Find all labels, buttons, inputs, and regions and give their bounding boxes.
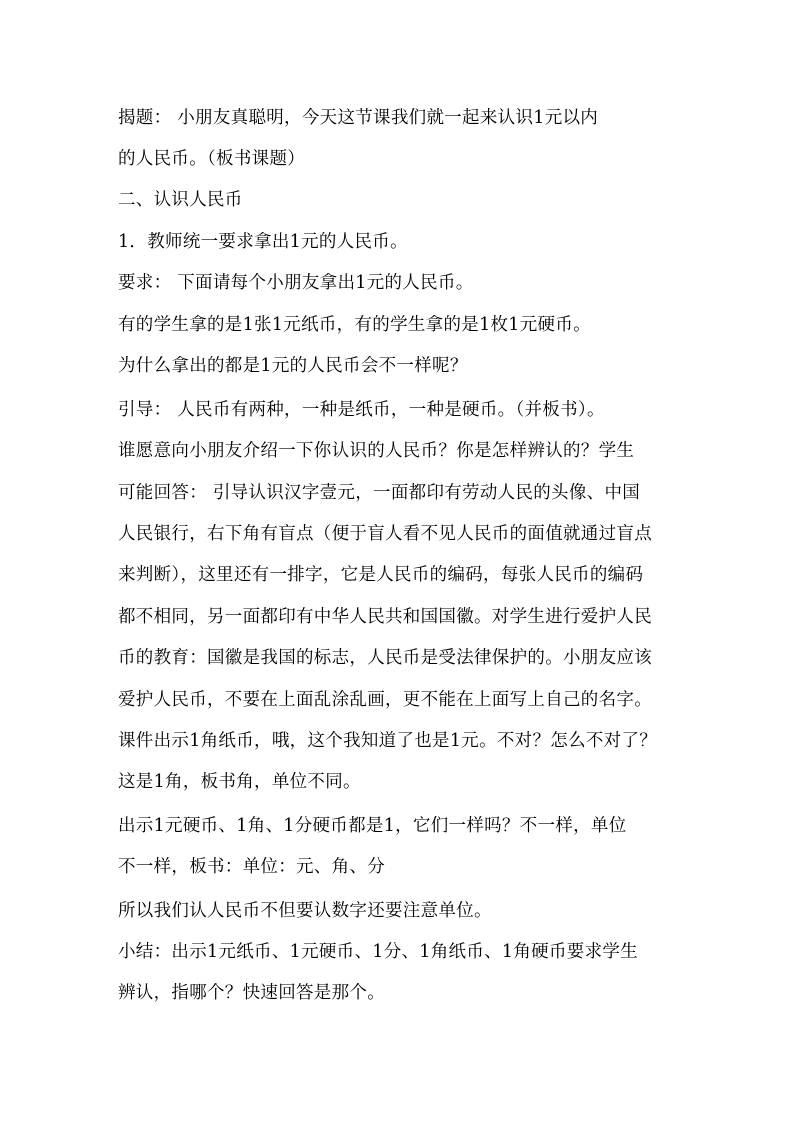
paragraph-line: 出示1元硬币、1角、1分硬币都是1，它们一样吗？不一样，单位 [118,816,627,836]
paragraph-line: 的人民币。（板书课题） [118,149,306,169]
paragraph-line: 不一样，板书：单位：元、角、分 [118,857,385,877]
paragraph-line: 辨认，指哪个？快速回答是那个。 [118,983,385,1003]
paragraph-line: 小结：出示1元纸币、1元硬币、1分、1角纸币、1角硬币要求学生 [118,942,638,962]
paragraph-line: 所以我们认人民币不但要认数字还要注意单位。 [118,901,492,921]
list-item: 1．教师统一要求拿出1元的人民币。 [118,232,408,252]
paragraph-line: 有的学生拿的是1张1元纸币，有的学生拿的是1枚1元硬币。 [118,315,591,335]
paragraph-line: 可能回答： 引导认识汉字壹元，一面都印有劳动人民的头像、中国 [118,483,641,503]
paragraph-line: 引导： 人民币有两种，一种是纸币，一种是硬币。（并板书）。 [118,400,605,420]
paragraph-line: 要求： 下面请每个小朋友拿出1元的人民币。 [118,273,474,293]
paragraph-line: 为什么拿出的都是1元的人民币会不一样呢？ [118,356,468,376]
paragraph-line: 都不相同，另一面都印有中华人民共和国国徽。对学生进行爱护人民 [118,607,652,627]
paragraph-line: 爱护人民币，不要在上面乱涂乱画，更不能在上面写上自己的名字。 [118,690,652,710]
paragraph-line: 这是1角，板书角，单位不同。 [118,772,361,792]
paragraph-line: 币的教育：国徽是我国的标志，人民币是受法律保护的。小朋友应该 [118,648,652,668]
section-heading: 二、认识人民币 [118,190,243,210]
paragraph-line-intro: 揭题： 小朋友真聪明，今天这节课我们就一起来认识1元以内 [118,108,599,128]
paragraph-line: 来判断），这里还有一排字，它是人民币的编码，每张人民币的编码 [118,565,644,585]
paragraph-line: 课件出示1角纸币，哦，这个我知道了也是1元。不对？怎么不对了？ [118,731,658,751]
paragraph-line: 人民银行，右下角有盲点（便于盲人看不见人民币的面值就通过盲点 [118,524,652,544]
paragraph-line: 谁愿意向小朋友介绍一下你认识的人民币？你是怎样辨认的？学生 [118,441,635,461]
